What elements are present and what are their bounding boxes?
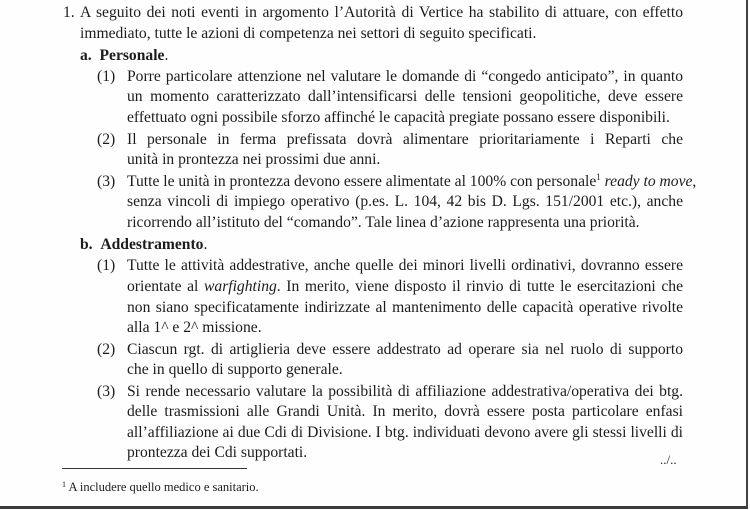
item-line-with-footnote [127, 172, 696, 192]
item-number: (2) [97, 131, 116, 148]
item-line: effettuato ogni possibile sforzo affinché le capacità pregiate possano essere disponibili. [127, 109, 670, 126]
footnote-reference[interactable]: 1 [596, 172, 601, 182]
intro-line: A seguito dei noti eventi in argomento l’Autorità di Vertice ha stabilito di attuare, con effetto [80, 4, 683, 21]
section-letter: a. [80, 47, 92, 64]
item-number: (1) [97, 257, 116, 274]
item-line: non siano specificatamente indirizzate al mantenimento delle capacità operative rivolte [127, 299, 683, 316]
continuation-mark: ../.. [660, 452, 677, 467]
section-heading-addestramento [80, 235, 207, 255]
footnote-separator [62, 468, 247, 469]
section-title-punct: . [203, 236, 208, 253]
item-line: Tutte le attività addestrative, anche quelle dei minori livelli ordinativi, dovranno essere [127, 257, 683, 274]
intro-line: immediato, tutte le azioni di competenza nei settori di seguito specificati. [80, 25, 537, 42]
footnote-number: 1 [62, 480, 66, 489]
item-number: (3) [97, 173, 116, 190]
item-line: che in quello di supporto generale. [127, 361, 343, 378]
footnote [62, 479, 259, 495]
item-line: alla 1^ e 2^ missione. [127, 319, 262, 336]
item-number: (3) [97, 383, 116, 400]
item-number: (1) [97, 68, 116, 85]
section-letter: b. [80, 236, 93, 253]
italic-term: ready to move [604, 173, 693, 190]
item-line: Porre particolare attenzione nel valutare le domande di “congedo anticipato”, in quanto [127, 68, 683, 85]
item-line: ricorrendo all’istituto del “comando”. Tale linea d’azione rappresenta una priorità. [127, 214, 640, 231]
section-title: Addestramento [100, 236, 204, 253]
item-line: un momento caratterizzato dall’intensificarsi delle tensioni geopolitiche, deve essere [127, 88, 683, 105]
item-line: prontezza dei Cdi supportati. [127, 444, 308, 461]
footnote-text: A includere quello medico e sanitario. [68, 480, 259, 494]
item-line: Ciascun rgt. di artiglieria deve essere addestrato ad operare sia nel ruolo di supporto [127, 341, 683, 358]
item-line: Si rende necessario valutare la possibilità di affiliazione addestrativa/operativa dei btg. [127, 383, 683, 400]
paragraph-number: 1. [63, 4, 75, 21]
item-number: (2) [97, 341, 116, 358]
item-text: Tutte le unità in prontezza devono essere alimentate al 100% con personale [127, 173, 597, 190]
italic-term: warfighting [204, 278, 277, 295]
item-line: Il personale in ferma prefissata dovrà alimentare prioritariamente i Reparti che [127, 131, 683, 148]
item-text: . In merito, viene disposto il rinvio di tutte le esercitazioni che [276, 278, 684, 295]
section-title-punct: . [164, 47, 169, 64]
item-line: senza vincoli di impiego operativo (p.es. L. 104, 42 bis D. Lgs. 151/2001 etc.), anche [127, 193, 683, 210]
item-line: unità in prontezza nei prossimi due anni. [127, 151, 381, 168]
section-title: Personale [99, 47, 165, 64]
item-text: orientate al [127, 278, 199, 295]
section-heading-personale [80, 46, 168, 66]
item-line: delle trasmissioni alle Grandi Unità. In merito, dovrà essere posta particolare enfasi [127, 403, 683, 420]
item-line: all’affiliazione ai due Cdi di Divisione. I btg. individuati devono avere gli stessi livelli di [127, 424, 683, 441]
item-line-with-italic [127, 277, 683, 297]
item-text: , [692, 173, 697, 190]
